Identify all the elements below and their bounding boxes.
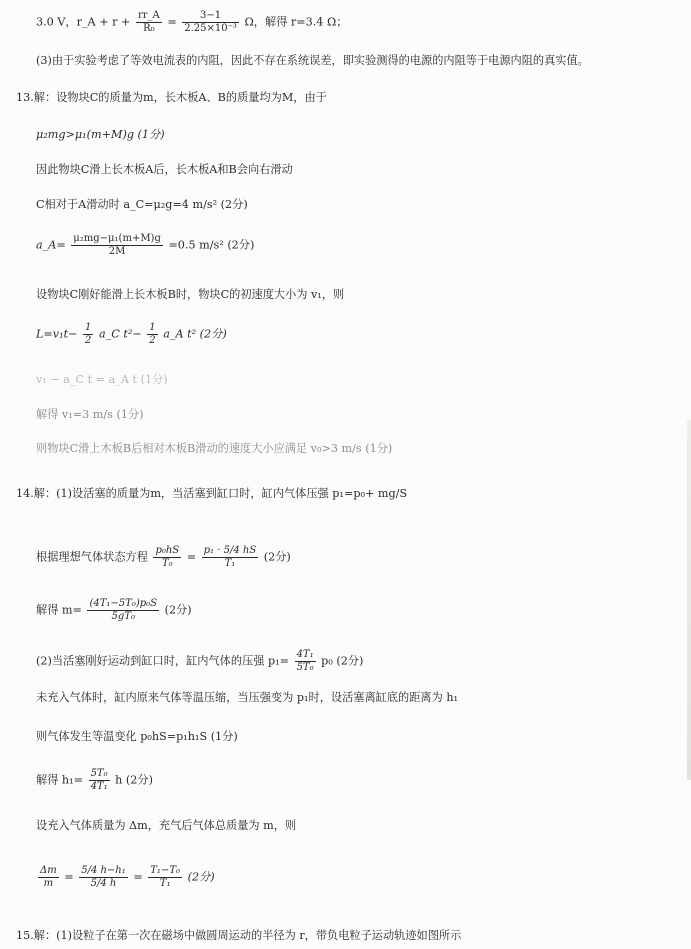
q13-line-9-faded: 则物块C滑上木板B后相对木板B滑动的速度大小应满足 v₀>3 m/s (1分) <box>36 442 393 455</box>
q15-heading: 15.解：(1)设粒子在第一次在磁场中做圆周运动的半径为 r，带负电粒子运动轨迹如图所示 <box>16 929 462 942</box>
q14-line-4: 未充入气体时，缸内原来气体等温压缩，当压强变为 p₁时，设活塞离缸底的距离为 h₁ <box>36 691 459 704</box>
q13-line-8-faded: 解得 v₁=3 m/s (1分) <box>36 408 144 421</box>
q13-heading: 13.解：设物块C的质量为m，长木板A、B的质量均为M，由于 <box>16 91 327 104</box>
q13-line-3: C相对于A滑动时 a_C=μ₂g=4 m/s² (2分) <box>36 198 248 211</box>
q14-line-2: 解得 m= $\frac{\text{(4T₁−5T₀)p₀S}}{\text{5gT₀}}$ (2分) <box>36 598 192 622</box>
q13-line-2: 因此物块C滑上长木板A后，长木板A和B会向右滑动 <box>36 163 293 176</box>
q13-line-7-faded: v₁ − a_C t = a_A t (1分) <box>36 373 168 386</box>
q13-line-5: 设物块C刚好能滑上长木板B时，物块C的初速度大小为 v₁，则 <box>36 288 345 301</box>
part3-line: (3)由于实验考虑了等效电流表的内阻，因此不存在系统误差，即实验测得的电源的内阻等于电源内阻的真实值。 <box>36 54 589 67</box>
top-frac-2: $\frac{3-1}{\text{2.25×10⁻³}}$ <box>184 10 237 34</box>
top-frac-1: $\frac{rr\_A}{\text{R₀}}$ <box>137 10 160 34</box>
top-line: 3.0 V，r_A + r + $\frac{rr\_A}{\text{R₀}}$ = $\frac{3-1}{\text{2.25×10⁻³}}$ Ω，解得 r=3.4 Ω； <box>36 10 348 34</box>
q14-line-7: 设充入气体质量为 Δm，充气后气体总质量为 m，则 <box>36 819 297 832</box>
q13-line-6: L=v₁t− $\frac{1}{2}$ a_C t²− $\frac{1}{2}$ a_A t² (2分) <box>36 322 227 346</box>
q14-line-8: $\frac{\Delta m}{m}$ = $\frac{\text{5/4 h−h₁}}{5/4 h}$ = $\frac{\text{T₁−T₀}}{\text{T₁}}$ (2分) <box>40 865 215 889</box>
q13-line-4: a_A= $\frac{\text{μ₂mg−μ₁(m+M)g}}{2M}$ =0.5 m/s² (2分) <box>36 233 255 257</box>
q14-heading: 14.解：(1)设活塞的质量为m，当活塞到缸口时，缸内气体压强 p₁=p₀+ mg/S <box>16 487 408 500</box>
q13-frac-aA: $\frac{\text{μ₂mg−μ₁(m+M)g}}{2M}$ <box>73 233 161 257</box>
q14-line-5: 则气体发生等温变化 p₀hS=p₁h₁S (1分) <box>36 730 238 743</box>
q13-line-1: μ₂mg>μ₁(m+M)g (1分) <box>36 128 165 141</box>
scan-edge-shadow <box>687 420 691 780</box>
q14-line-3: (2)当活塞刚好运动到缸口时，缸内气体的压强 p₁= $\frac{\text{4T₁}}{\text{5T₀}}$ p₀ (2分) <box>36 649 364 673</box>
q14-line-6: 解得 h₁= $\frac{\text{5T₀}}{\text{4T₁}}$ h (2分) <box>36 768 153 792</box>
q14-line-1: 根据理想气体状态方程 $\frac{\text{p₀hS}}{\text{T₀}}$ = $\frac{\text{p₁ · 5/4 hS}}{\text{T₁}}$ (2分) <box>36 545 291 569</box>
top-line-prefix: 3.0 V，r_A + r + <box>36 15 134 29</box>
